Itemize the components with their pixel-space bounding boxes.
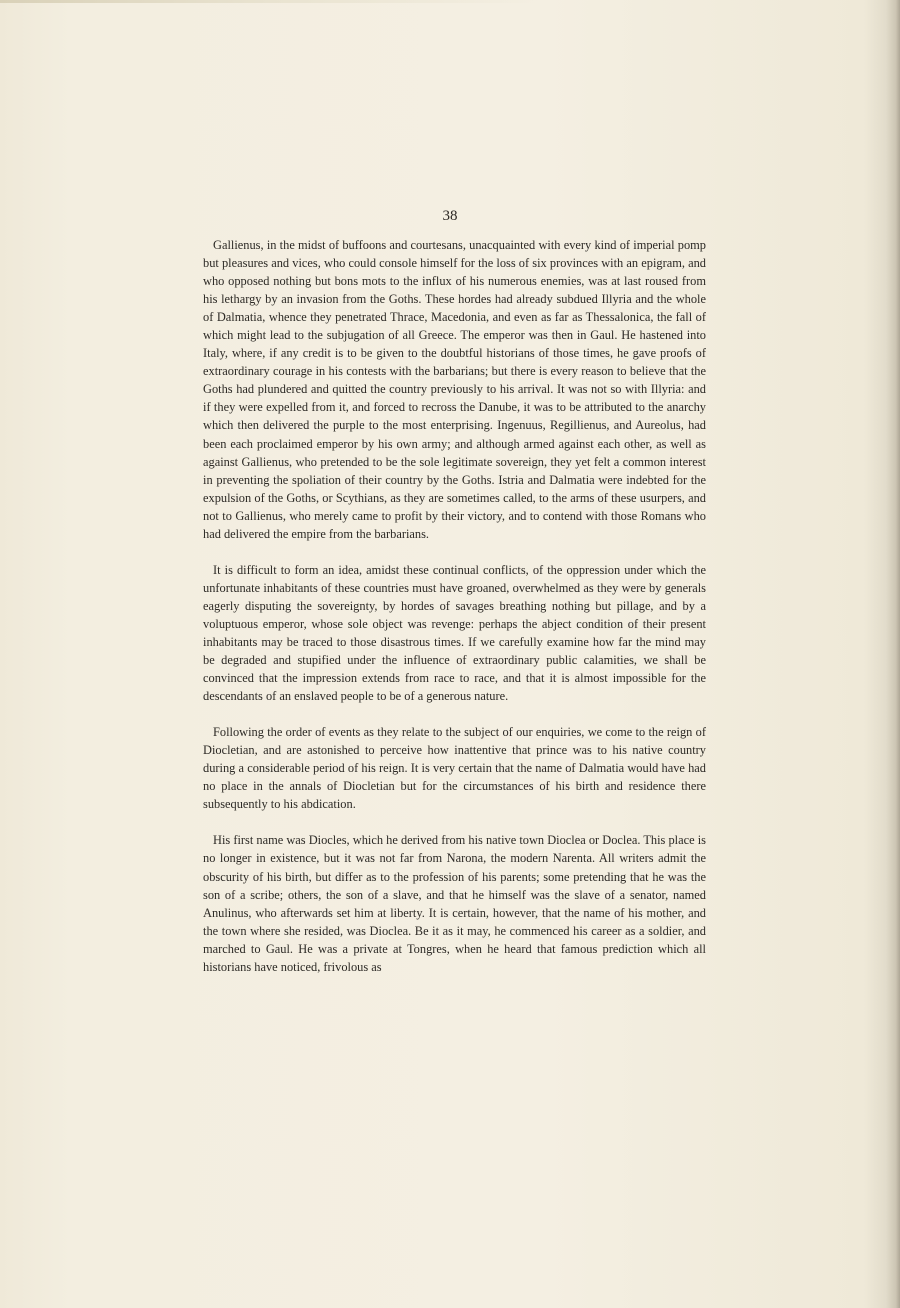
paragraph-1: Gallienus, in the midst of buffoons and courtesans, unacquainted with every kind of imperial pomp but pleasures and vices, who could console himself for the loss of six provinces with an epigram, and who opposed nothing but bons mots to the influx of his numerous enemies, was at last roused from his lethargy by an invasion from the Goths. These hordes had already subdued Illyria and the whole of Dalmatia, whence they penetrated Thrace, Macedonia, and even as far as Thessalonica, the fall of which might lead to the subjugation of all Greece. The emperor was then in Gaul. He hastened into Italy, where, if any credit is to be given to the doubtful historians of those times, he gave proofs of extraordinary courage in his contests with the barbarians; but there is every reason to believe that the Goths had plundered and quitted the country previously to his arrival. It was not so with Illyria: and if they were expelled from it, and forced to recross the Danube, it was to be attributed to the anarchy which then delivered the purple to the most enterprising. Ingenuus, Regillienus, and Aureolus, had been each proclaimed emperor by his own army; and although armed against each other, as well as against Gallienus, who pretended to be the sole legitimate sovereign, they yet felt a common interest in preventing the spoliation of their country by the Goths. Istria and Dalmatia were indebted for the expulsion of the Goths, or Scythians, as they are sometimes called, to the arms of these usurpers, and not to Gallienus, who merely came to profit by their victory, and to contend with those Romans who had delivered the empire from the barbarians. — [203, 238, 706, 541]
body-text — [203, 236, 706, 994]
page-binding-shadow — [886, 0, 900, 1308]
paragraph-2: It is difficult to form an idea, amidst these continual conflicts, of the oppression under which the unfortunate inhabitants of these countries must have groaned, overwhelmed as they were by generals eagerly disputing the sovereignty, by hordes of savages breathing nothing but pillage, and by a voluptuous emperor, whose sole object was revenge: perhaps the abject condition of their present inhabitants may be traced to those disastrous times. If we carefully examine how far the mind may be degraded and stupified under the influence of extraordinary public calamities, we shall be convinced that the impression extends from race to race, and that it is almost impossible for the descendants of an enslaved people to be of a generous nature. — [203, 562, 706, 704]
paragraph-4: His first name was Diocles, which he derived from his native town Dioclea or Doclea. This place is no longer in existence, but it was not far from Narona, the modern Narenta. All writers admit the obscurity of his birth, but differ as to the profession of his parents; some pretending that he was the son of a scribe; others, the son of a slave, and that he himself was the slave of a senator, named Anulinus, who afterwards set him at liberty. It is certain, however, that the name of his mother, and the town where she resided, was Dioclea. Be it as it may, he commenced his career as a soldier, and marched to Gaul. He was a private at Tongres, when he heard that famous prediction which all historians have noticed, frivolous as — [203, 833, 706, 974]
page-number: 38 — [442, 208, 458, 224]
page-top-edge — [0, 0, 900, 3]
paragraph-3: Following the order of events as they relate to the subject of our enquiries, we come to the reign of Diocletian, and are astonished to perceive how inattentive that prince was to his native country during a considerable period of his reign. It is very certain that the name of Dalmatia would have had no place in the annals of Diocletian but for the circumstances of his birth and residence there subsequently to his abdication. — [203, 725, 706, 812]
